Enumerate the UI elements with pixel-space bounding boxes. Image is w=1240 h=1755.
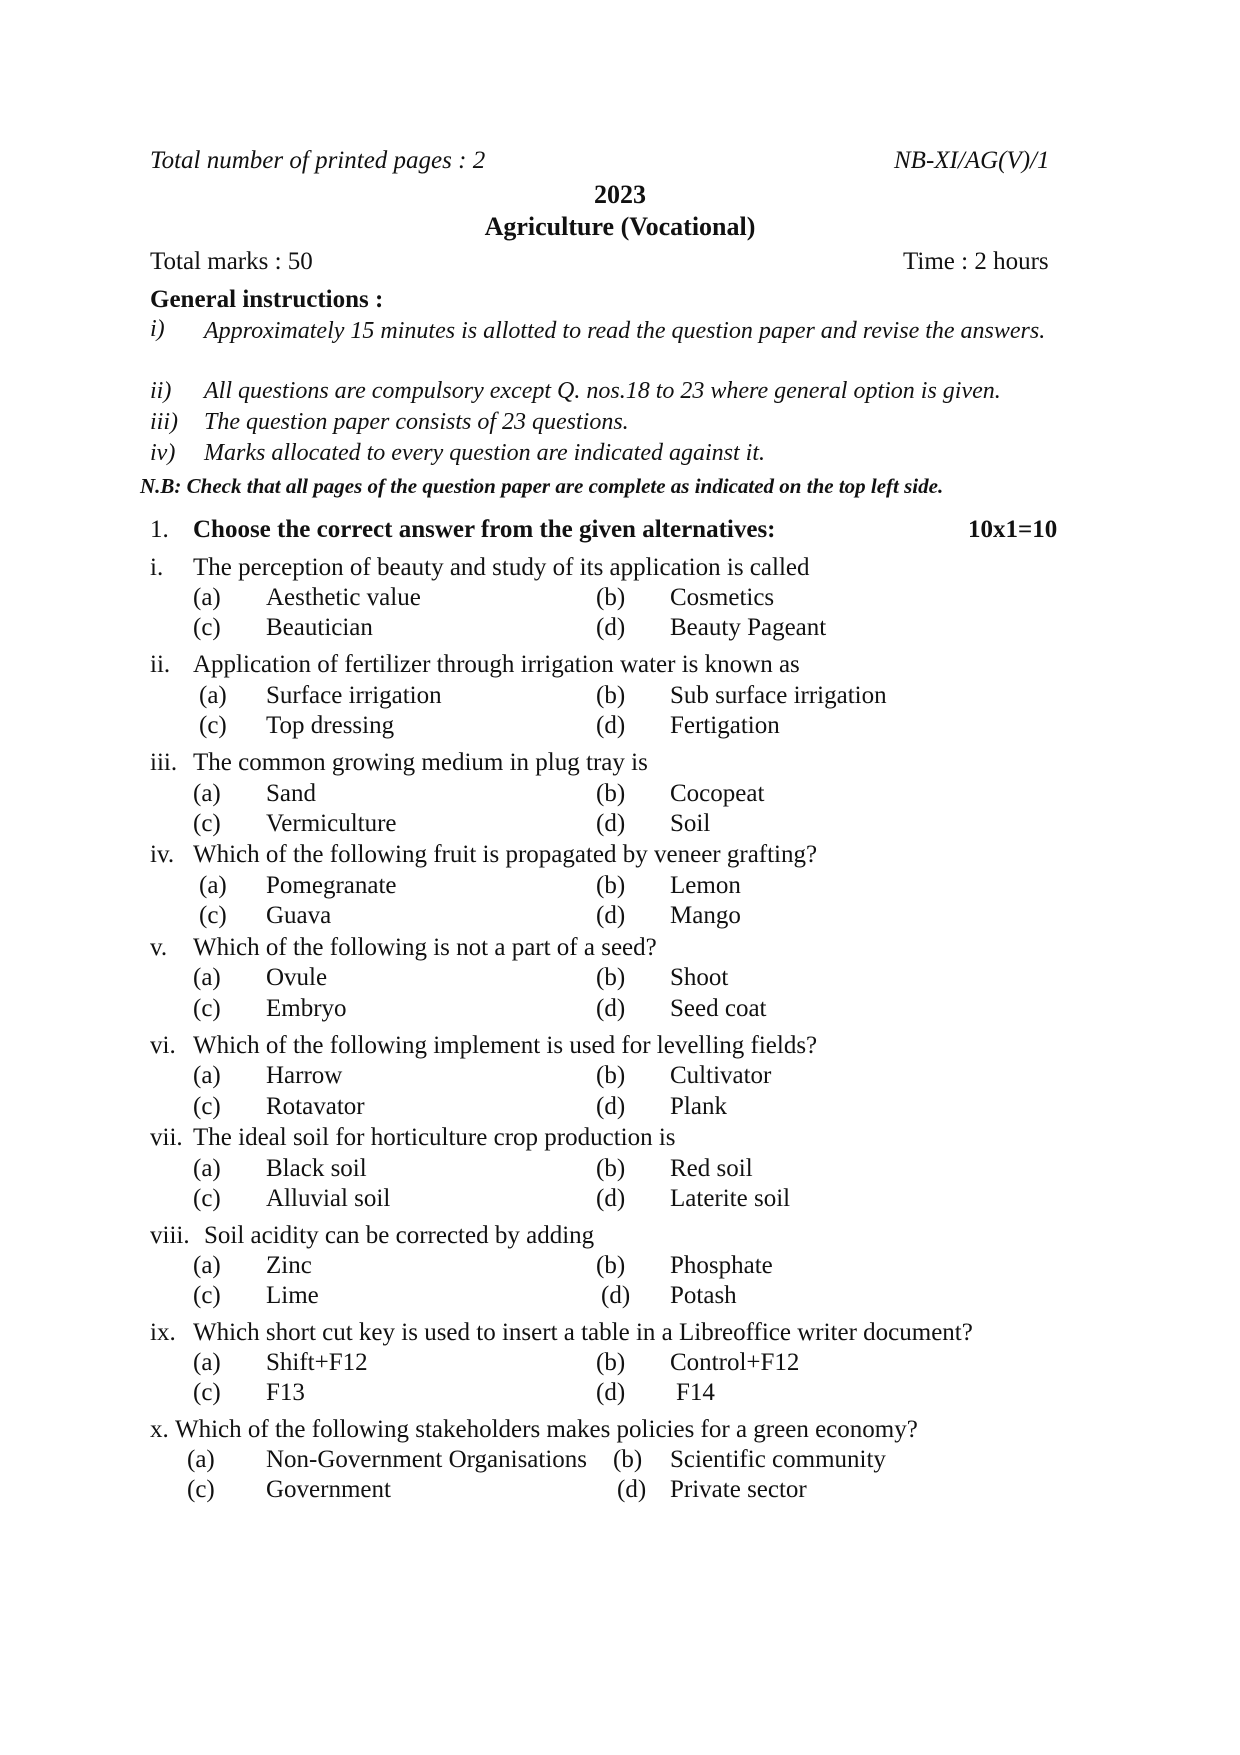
option-label: (c) xyxy=(187,1476,215,1503)
instruction-1-text: Approximately 15 minutes is allotted to read the question paper and revise the answers. xyxy=(204,318,1046,344)
option-label: (a) xyxy=(193,584,221,611)
option-text: Cultivator xyxy=(670,1062,772,1089)
sub-question-text: The ideal soil for horticulture crop production is xyxy=(193,1124,676,1151)
option-text: Black soil xyxy=(266,1155,367,1182)
option-label: (a) xyxy=(187,1446,215,1473)
option-label: (c) xyxy=(193,614,221,641)
option-label: (b) xyxy=(596,872,626,899)
option-label: (b) xyxy=(596,1252,626,1279)
printed-pages-note: Total number of printed pages : 2 xyxy=(150,147,486,174)
option-text: Harrow xyxy=(266,1062,343,1089)
instruction-3-num: iii) xyxy=(150,409,178,435)
option-label: (b) xyxy=(596,780,626,807)
option-label: (c) xyxy=(199,712,227,739)
option-label: (b) xyxy=(596,584,626,611)
sub-question-text: The common growing medium in plug tray is xyxy=(193,749,648,776)
sub-question-number: iv. xyxy=(150,841,175,868)
sub-question-number: ix. xyxy=(150,1319,176,1346)
option-label: (b) xyxy=(596,1062,626,1089)
option-text: Cosmetics xyxy=(670,584,775,611)
option-label: (a) xyxy=(199,682,227,709)
option-text: Shoot xyxy=(670,964,729,991)
option-text: Zinc xyxy=(266,1252,312,1279)
option-label: (c) xyxy=(199,902,227,929)
question-number: 1. xyxy=(150,516,169,543)
exam-year: 2023 xyxy=(594,180,646,209)
question-title: Choose the correct answer from the given alternatives: xyxy=(193,516,776,543)
option-text: Alluvial soil xyxy=(266,1185,391,1212)
option-label: (d) xyxy=(596,1379,626,1406)
option-text: Government xyxy=(266,1476,391,1503)
question-marks: 10x1=10 xyxy=(968,516,1058,543)
instruction-4-text: Marks allocated to every question are indicated against it. xyxy=(204,440,765,466)
sub-question-number: v. xyxy=(150,934,168,961)
option-text: Shift+F12 xyxy=(266,1349,368,1376)
option-text: Sub surface irrigation xyxy=(670,682,887,709)
option-text: Aesthetic value xyxy=(266,584,421,611)
option-label: (d) xyxy=(596,1185,626,1212)
option-label: (c) xyxy=(193,1282,221,1309)
option-label: (d) xyxy=(617,1476,647,1503)
option-text: Pomegranate xyxy=(266,872,397,899)
option-label: (b) xyxy=(596,964,626,991)
sub-question-text: Soil acidity can be corrected by adding xyxy=(204,1222,595,1249)
sub-question-number: vii. xyxy=(150,1124,183,1151)
sub-question-text: The perception of beauty and study of its application is called xyxy=(193,554,810,581)
option-text: Laterite soil xyxy=(670,1185,791,1212)
subject-title: Agriculture (Vocational) xyxy=(484,212,756,241)
option-label: (b) xyxy=(596,1155,626,1182)
option-text: Non-Government Organisations xyxy=(266,1446,588,1473)
option-label: (c) xyxy=(193,1379,221,1406)
total-marks: Total marks : 50 xyxy=(150,248,313,275)
instruction-3-text: The question paper consists of 23 questions. xyxy=(204,409,629,435)
option-label: (b) xyxy=(596,1349,626,1376)
option-label: (a) xyxy=(193,964,221,991)
option-label: (c) xyxy=(193,1185,221,1212)
option-label: (c) xyxy=(193,1093,221,1120)
option-label: (a) xyxy=(193,1349,221,1376)
sub-question-number: i. xyxy=(150,554,164,581)
option-text: Phosphate xyxy=(670,1252,773,1279)
sub-question-text: Which of the following stakeholders makes policies for a green economy? xyxy=(175,1416,918,1443)
option-text: Guava xyxy=(266,902,332,929)
option-label: (d) xyxy=(596,810,626,837)
option-text: Scientific community xyxy=(670,1446,886,1473)
option-text: Plank xyxy=(670,1093,727,1120)
sub-question-text: Which of the following is not a part of a seed? xyxy=(193,934,657,961)
option-text: Rotavator xyxy=(266,1093,365,1120)
paper-code: NB-XI/AG(V)/1 xyxy=(894,147,1050,174)
option-label: (a) xyxy=(199,872,227,899)
option-label: (d) xyxy=(596,995,626,1022)
instruction-2-text: All questions are compulsory except Q. nos.18 to 23 where general option is given. xyxy=(204,378,1001,404)
option-text: Control+F12 xyxy=(670,1349,800,1376)
option-text: Soil xyxy=(670,810,711,837)
option-label: (a) xyxy=(193,1062,221,1089)
option-text: Lime xyxy=(266,1282,319,1309)
option-text: Mango xyxy=(670,902,741,929)
option-text: Red soil xyxy=(670,1155,753,1182)
exam-time: Time : 2 hours xyxy=(903,248,1049,275)
option-text: Private sector xyxy=(670,1476,807,1503)
option-text: Sand xyxy=(266,780,316,807)
option-label: (c) xyxy=(193,810,221,837)
option-text: Fertigation xyxy=(670,712,780,739)
option-text: Vermiculture xyxy=(266,810,397,837)
option-text: Ovule xyxy=(266,964,328,991)
option-label: (a) xyxy=(193,780,221,807)
sub-question-text: Application of fertilizer through irrigation water is known as xyxy=(193,651,800,678)
option-label: (d) xyxy=(596,902,626,929)
sub-question-text: Which of the following implement is used for levelling fields? xyxy=(193,1032,818,1059)
option-label: (b) xyxy=(613,1446,643,1473)
sub-question-text: Which short cut key is used to insert a table in a Libreoffice writer document? xyxy=(193,1319,973,1346)
option-label: (b) xyxy=(596,682,626,709)
sub-question-number: viii. xyxy=(150,1222,190,1249)
option-text: Cocopeat xyxy=(670,780,765,807)
option-label: (d) xyxy=(596,712,626,739)
option-text: Lemon xyxy=(670,872,741,899)
option-label: (a) xyxy=(193,1155,221,1182)
sub-question-number: vi. xyxy=(150,1032,176,1059)
instruction-2-num: ii) xyxy=(150,378,172,404)
instructions-title: General instructions : xyxy=(150,286,384,313)
option-text: Beautician xyxy=(266,614,373,641)
instruction-4-num: iv) xyxy=(150,440,176,466)
option-text: Embryo xyxy=(266,995,347,1022)
option-label: (a) xyxy=(193,1252,221,1279)
option-text: F13 xyxy=(266,1379,305,1406)
nb-note: N.B: Check that all pages of the question paper are complete as indicated on the top left side. xyxy=(140,474,944,498)
sub-question-number: ii. xyxy=(150,651,171,678)
option-text: Potash xyxy=(670,1282,737,1309)
sub-question-number: iii. xyxy=(150,749,178,776)
option-label: (c) xyxy=(193,995,221,1022)
option-label: (d) xyxy=(601,1282,631,1309)
sub-question-text: Which of the following fruit is propagated by veneer grafting? xyxy=(193,841,818,868)
option-text: Beauty Pageant xyxy=(670,614,827,641)
sub-question-number: x. xyxy=(150,1416,169,1443)
option-text: Seed coat xyxy=(670,995,767,1022)
instruction-1-num: i) xyxy=(150,316,165,342)
option-text: F14 xyxy=(676,1379,715,1406)
option-label: (d) xyxy=(596,1093,626,1120)
option-label: (d) xyxy=(596,614,626,641)
option-text: Surface irrigation xyxy=(266,682,442,709)
option-text: Top dressing xyxy=(266,712,395,739)
